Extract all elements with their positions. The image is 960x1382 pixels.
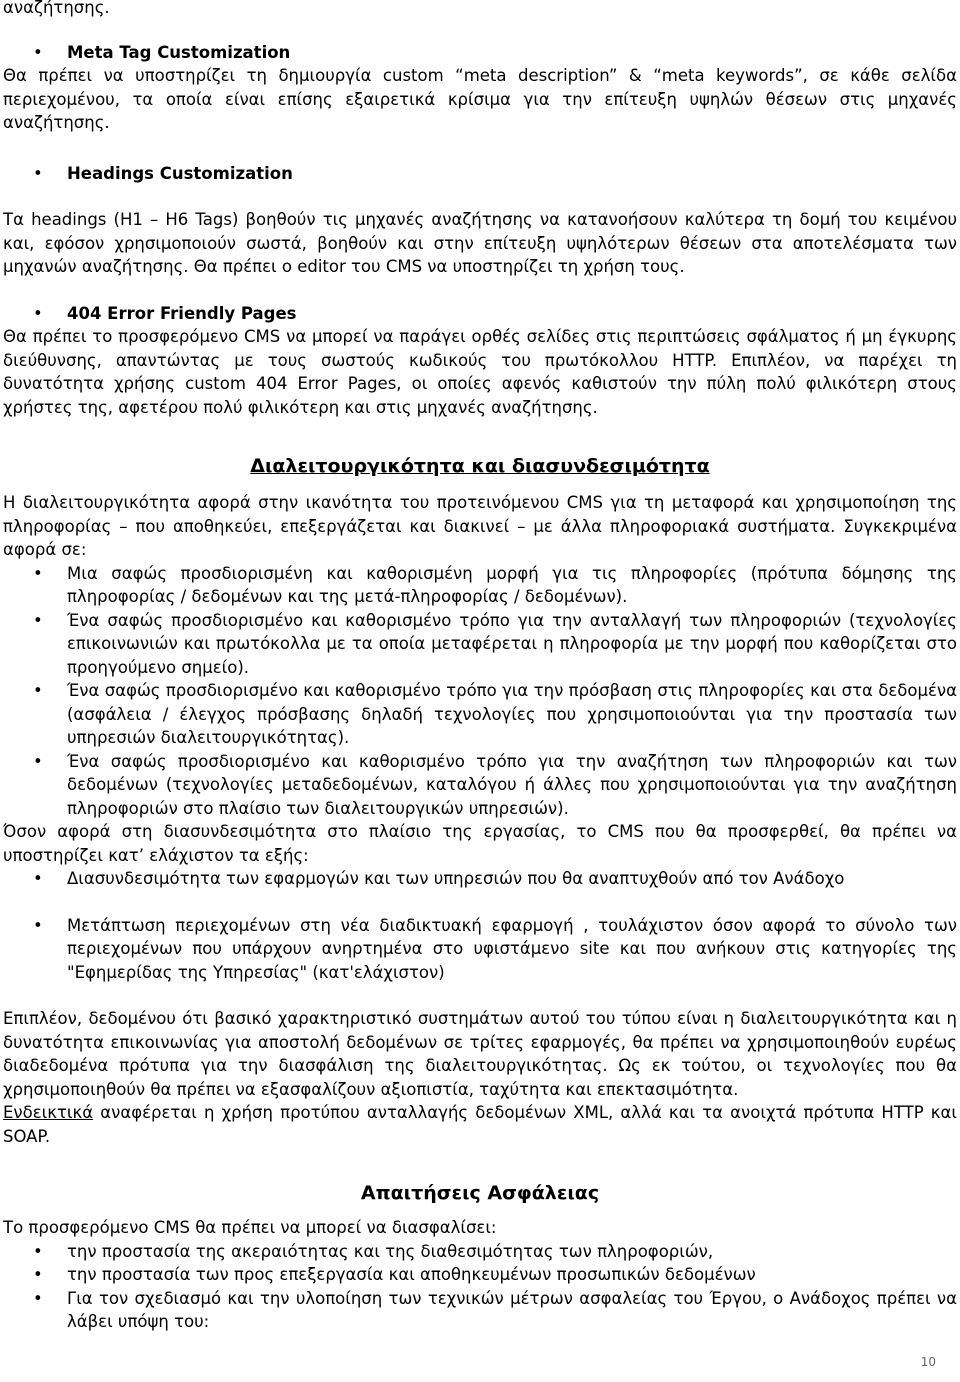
- list-item: • Ένα σαφώς προσδιορισμένο και καθορισμένο τρόπο για την ανταλλαγή των πληροφοριών (τεχνολογίες επικοινωνιών και πρωτόκολλα με τα οποία μεταφέρεται η πληροφορία με την μορφή που καθορίζεται στο προηγούμενο σημείο).: [33, 610, 957, 677]
- bullet-icon: •: [33, 751, 43, 771]
- bullet-icon: •: [33, 42, 43, 62]
- bullet-icon: •: [33, 163, 43, 183]
- connect-intro: Όσον αφορά στη διασυνδεσιμότητα στο πλαίσιο της εργασίας, το CMS που θα προσφερθεί, θα πρέπει να υποστηρίζει κατ’ ελάχιστον τα εξής:: [3, 822, 957, 865]
- interop-intro: Η διαλειτουργικότητα αφορά στην ικανότητα του προτεινόμενου CMS για τη μεταφορά και χρησιμοποίηση της πληροφορίας – που αποθηκεύει, επεξεργάζεται και διακινεί – με άλλα πληροφοριακά συστήματα. Συγκεκριμένα αφορά σε:: [3, 493, 957, 559]
- page-number: 10: [920, 1354, 936, 1369]
- security-title: Απαιτήσεις Ασφάλειας: [360, 1182, 600, 1204]
- bullet-icon: •: [33, 869, 43, 888]
- interop-extra: Επιπλέον, δεδομένου ότι βασικό χαρακτηριστικό συστημάτων αυτού του τύπου είναι η διαλειτουργικότητα και η δυνατότητα επικοινωνίας για αποστολή δεδομένων σε τρίτες εφαρμογές, θα πρέπει να χρησιμοποιηθούν ευρέως διαδεδομένα πρότυπα για την διασφάλιση της διαλειτουργικότητας. Ως εκ τούτου, οι τεχνολογίες που θα χρησιμοποιηθούν θα πρέπει να εξασφαλίζουν αξιοπιστία, ταχύτητα και επεκτασιμότητα.: [3, 1009, 957, 1099]
- bullet-icon: •: [33, 1241, 43, 1261]
- list-item: • Διασυνδεσιμότητα των εφαρμογών και των υπηρεσιών που θα αναπτυχθούν από τον Ανάδοχο: [3, 867, 957, 891]
- interop-example: Ενδεικτικά αναφέρεται η χρήση προτύπου ανταλλαγής δεδομένων XML, αλλά και τα ανοιχτά πρότυπα HTTP και SOAP.: [3, 1103, 957, 1146]
- list-item: • Μια σαφώς προσδιορισμένη και καθορισμένη μορφή για τις πληροφορίες (πρότυπα δόμησης της πληροφορίας / δεδομένων και της μετά-πληροφορίας / δεδομένων).: [33, 563, 957, 606]
- bullet-icon: •: [33, 1288, 43, 1308]
- top-fragment: αναζήτησης.: [3, 0, 110, 17]
- list-item: • Μετάπτωση περιεχομένων στη νέα διαδικτυακή εφαρμογή , τουλάχιστον όσον αφορά το σύνολο των περιεχομένων που υπάρχουν ανηρτημένα στο υφιστάμενο site και που ανήκουν στις κατηγορίες της "Εφημερίδας της Υπηρεσίας" (κατ'ελάχιστον): [33, 915, 957, 982]
- security-intro: Το προσφερόμενο CMS θα πρέπει να μπορεί να διασφαλίσει:: [3, 1218, 497, 1237]
- list-item: • Για τον σχεδιασμό και την υλοποίηση των τεχνικών μέτρων ασφαλείας του Έργου, ο Ανάδοχος πρέπει να λάβει υπόψη του:: [33, 1288, 957, 1331]
- error-pages-heading: • 404 Error Friendly Pages: [3, 302, 957, 326]
- bullet-icon: •: [33, 1265, 43, 1284]
- meta-tag-text: Θα πρέπει να υποστηρίζει τη δημιουργία custom “meta description” & “meta keywords”, σε κάθε σελίδα περιεχομένου, τα οποία είναι επίσης εξαιρετικά κρίσιμα για την επίτευξη υψηλών θέσεων στις μηχανές αναζήτησης.: [3, 66, 957, 132]
- meta-tag-heading: • Meta Tag Customization: [3, 41, 957, 65]
- error-pages-text: Θα πρέπει το προσφερόμενο CMS να μπορεί να παράγει ορθές σελίδες στις περιπτώσεις σφάλματος ή μη έγκυρης διεύθυνσης, απαντώντας με τους σωστούς κωδικούς του πρωτόκολλου HTTP. Επιπλέον, να παρέχει τη δυνατότητα χρήσης custom 404 Error Pages, οι οποίες αφενός καθιστούν την πύλη πολύ φιλικότερη στους χρήστες της, αφετέρου πολύ φιλικότερη και στις μηχανές αναζήτησης.: [3, 327, 957, 417]
- list-item: • την προστασία των προς επεξεργασία και αποθηκευμένων προσωπικών δεδομένων: [3, 1263, 957, 1287]
- interop-title: Διαλειτουργικότητα και διασυνδεσιμότητα: [250, 455, 710, 477]
- document-page: [3, 0, 957, 1334]
- list-item: • Ένα σαφώς προσδιορισμένο και καθορισμένο τρόπο για την αναζήτηση των πληροφοριών και των δεδομένων (τεχνολογίες μεταδεδομένων, καταλόγου ή άλλες που χρησιμοποιούνται για την αναζήτηση πληροφοριών στο πλαίσιο των διαλειτουργικών υπηρεσιών).: [33, 751, 957, 818]
- headings-heading: • Headings Customization: [3, 162, 957, 186]
- headings-text: Τα headings (H1 – H6 Tags) βοηθούν τις μηχανές αναζήτησης να κατανοήσουν καλύτερα τη δομή του κειμένου και, εφόσον χρησιμοποιούν σωστά, βοηθούν και στην επίτευξη υψηλότερων θέσεων στα αποτελέσματα των μηχανών αναζήτησης. Θα πρέπει ο editor του CMS να υποστηρίζει τη χρήση τους.: [3, 210, 957, 276]
- list-item: • Ένα σαφώς προσδιορισμένο και καθορισμένο τρόπο για την πρόσβαση στις πληροφορίες και στα δεδομένα (ασφάλεια / έλεγχος πρόσβασης δηλαδή τεχνολογίες που χρησιμοποιούνται για την προστασία των υπηρεσιών διαλειτουργικότητας).: [33, 681, 957, 747]
- bullet-icon: •: [33, 303, 43, 323]
- example-word: Ενδεικτικά: [3, 1103, 94, 1122]
- bullet-icon: •: [33, 681, 43, 700]
- list-item: • την προστασία της ακεραιότητας και της διαθεσιμότητας των πληροφοριών,: [3, 1240, 957, 1264]
- bullet-icon: •: [33, 563, 43, 583]
- bullet-icon: •: [33, 915, 43, 935]
- bullet-icon: •: [33, 610, 43, 630]
